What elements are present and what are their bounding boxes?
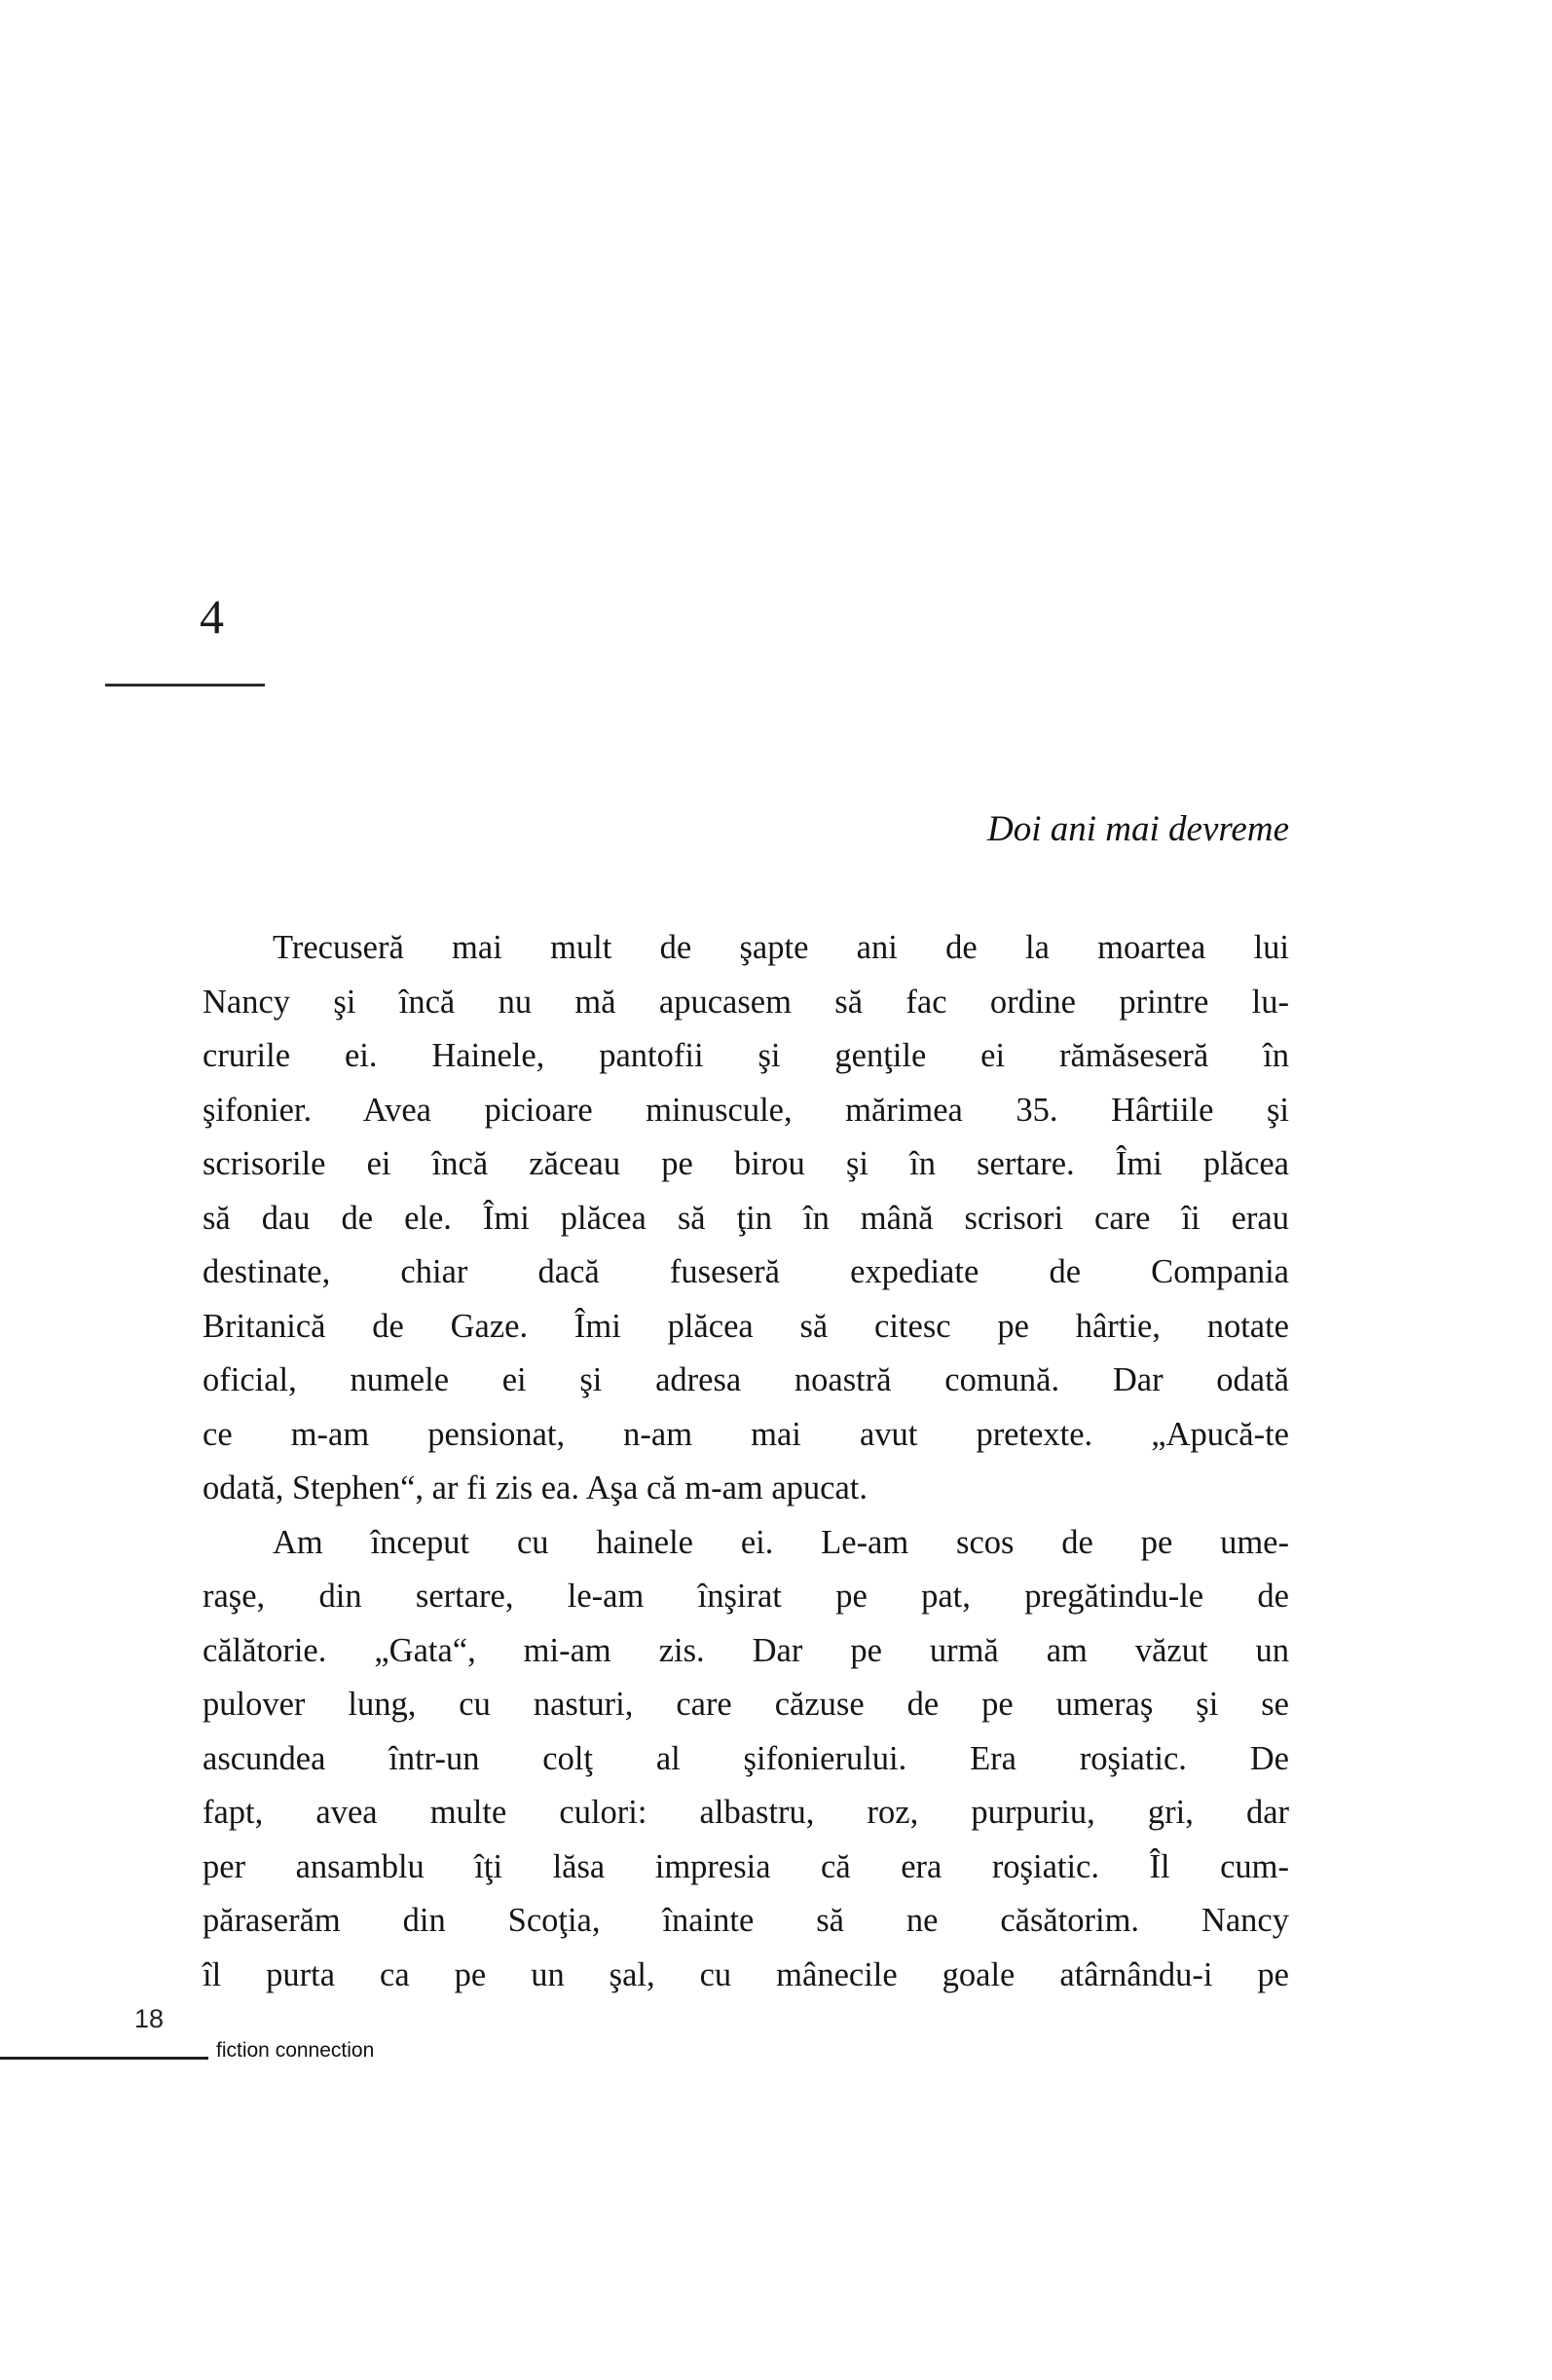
paragraph-line: ce m-am pensionat, n-am mai avut pretexte. „Apucă-te [203,1415,1289,1453]
page-number: 18 [134,2004,165,2033]
paragraph-line: Am început cu hainele ei. Le-am scos de pe ume- [273,1523,1289,1561]
paragraph-line: şifonier. Avea picioare minuscule, mărimea 35. Hârtiile şi [203,1091,1289,1129]
paragraph-line: Trecuseră mai mult de şapte ani de la moartea lui [273,929,1289,966]
body-text [203,921,1289,2002]
chapter-number: 4 [200,589,224,644]
paragraph-line: călătorie. „Gata“, mi-am zis. Dar pe urmă am văzut un [203,1631,1289,1669]
paragraph-line: să dau de ele. Îmi plăcea să ţin în mână scrisori care îi erau [203,1199,1289,1237]
paragraph-line: raşe, din sertare, le-am înşirat pe pat, pregătindu-le de [203,1578,1289,1615]
paragraph-line: Britanică de Gaze. Îmi plăcea să citesc pe hârtie, notate [203,1307,1289,1345]
paragraph-line: păraserăm din Scoţia, înainte să ne căsătorim. Nancy [203,1902,1289,1939]
paragraph-line: crurile ei. Hainele, pantofii şi genţile ei rămăseseră în [203,1037,1289,1074]
paragraph-line: odată, Stephen“, ar fi zis ea. Aşa că m-am apucat. [203,1469,868,1506]
chapter-rule [105,684,265,687]
footer-rule [0,2057,208,2060]
paragraph-line: pulover lung, cu nasturi, care căzuse de pe umeraş şi se [203,1686,1289,1723]
paragraph-line: destinate, chiar dacă fuseseră expediate de Compania [203,1253,1289,1290]
paragraph-line: oficial, numele ei şi adresa noastră comună. Dar odată [203,1361,1289,1398]
paragraph-line: scrisorile ei încă zăceau pe birou şi în sertare. Îmi plăcea [203,1145,1289,1182]
paragraph-line: fapt, avea multe culori: albastru, roz, purpuriu, gri, dar [203,1794,1289,1831]
section-heading: Doi ani mai devreme [987,809,1289,849]
imprint-label: fiction connection [216,2039,375,2062]
paragraph-line: per ansamblu îţi lăsa impresia că era roşiatic. Îl cum- [203,1847,1289,1885]
paragraph-line: îl purta ca pe un şal, cu mânecile goale atârnându-i pe [203,1955,1289,1993]
paragraph-line: Nancy şi încă nu mă apucasem să fac ordine printre lu- [203,983,1289,1021]
paragraph-line: ascundea într-un colţ al şifonierului. Era roşiatic. De [203,1739,1289,1777]
